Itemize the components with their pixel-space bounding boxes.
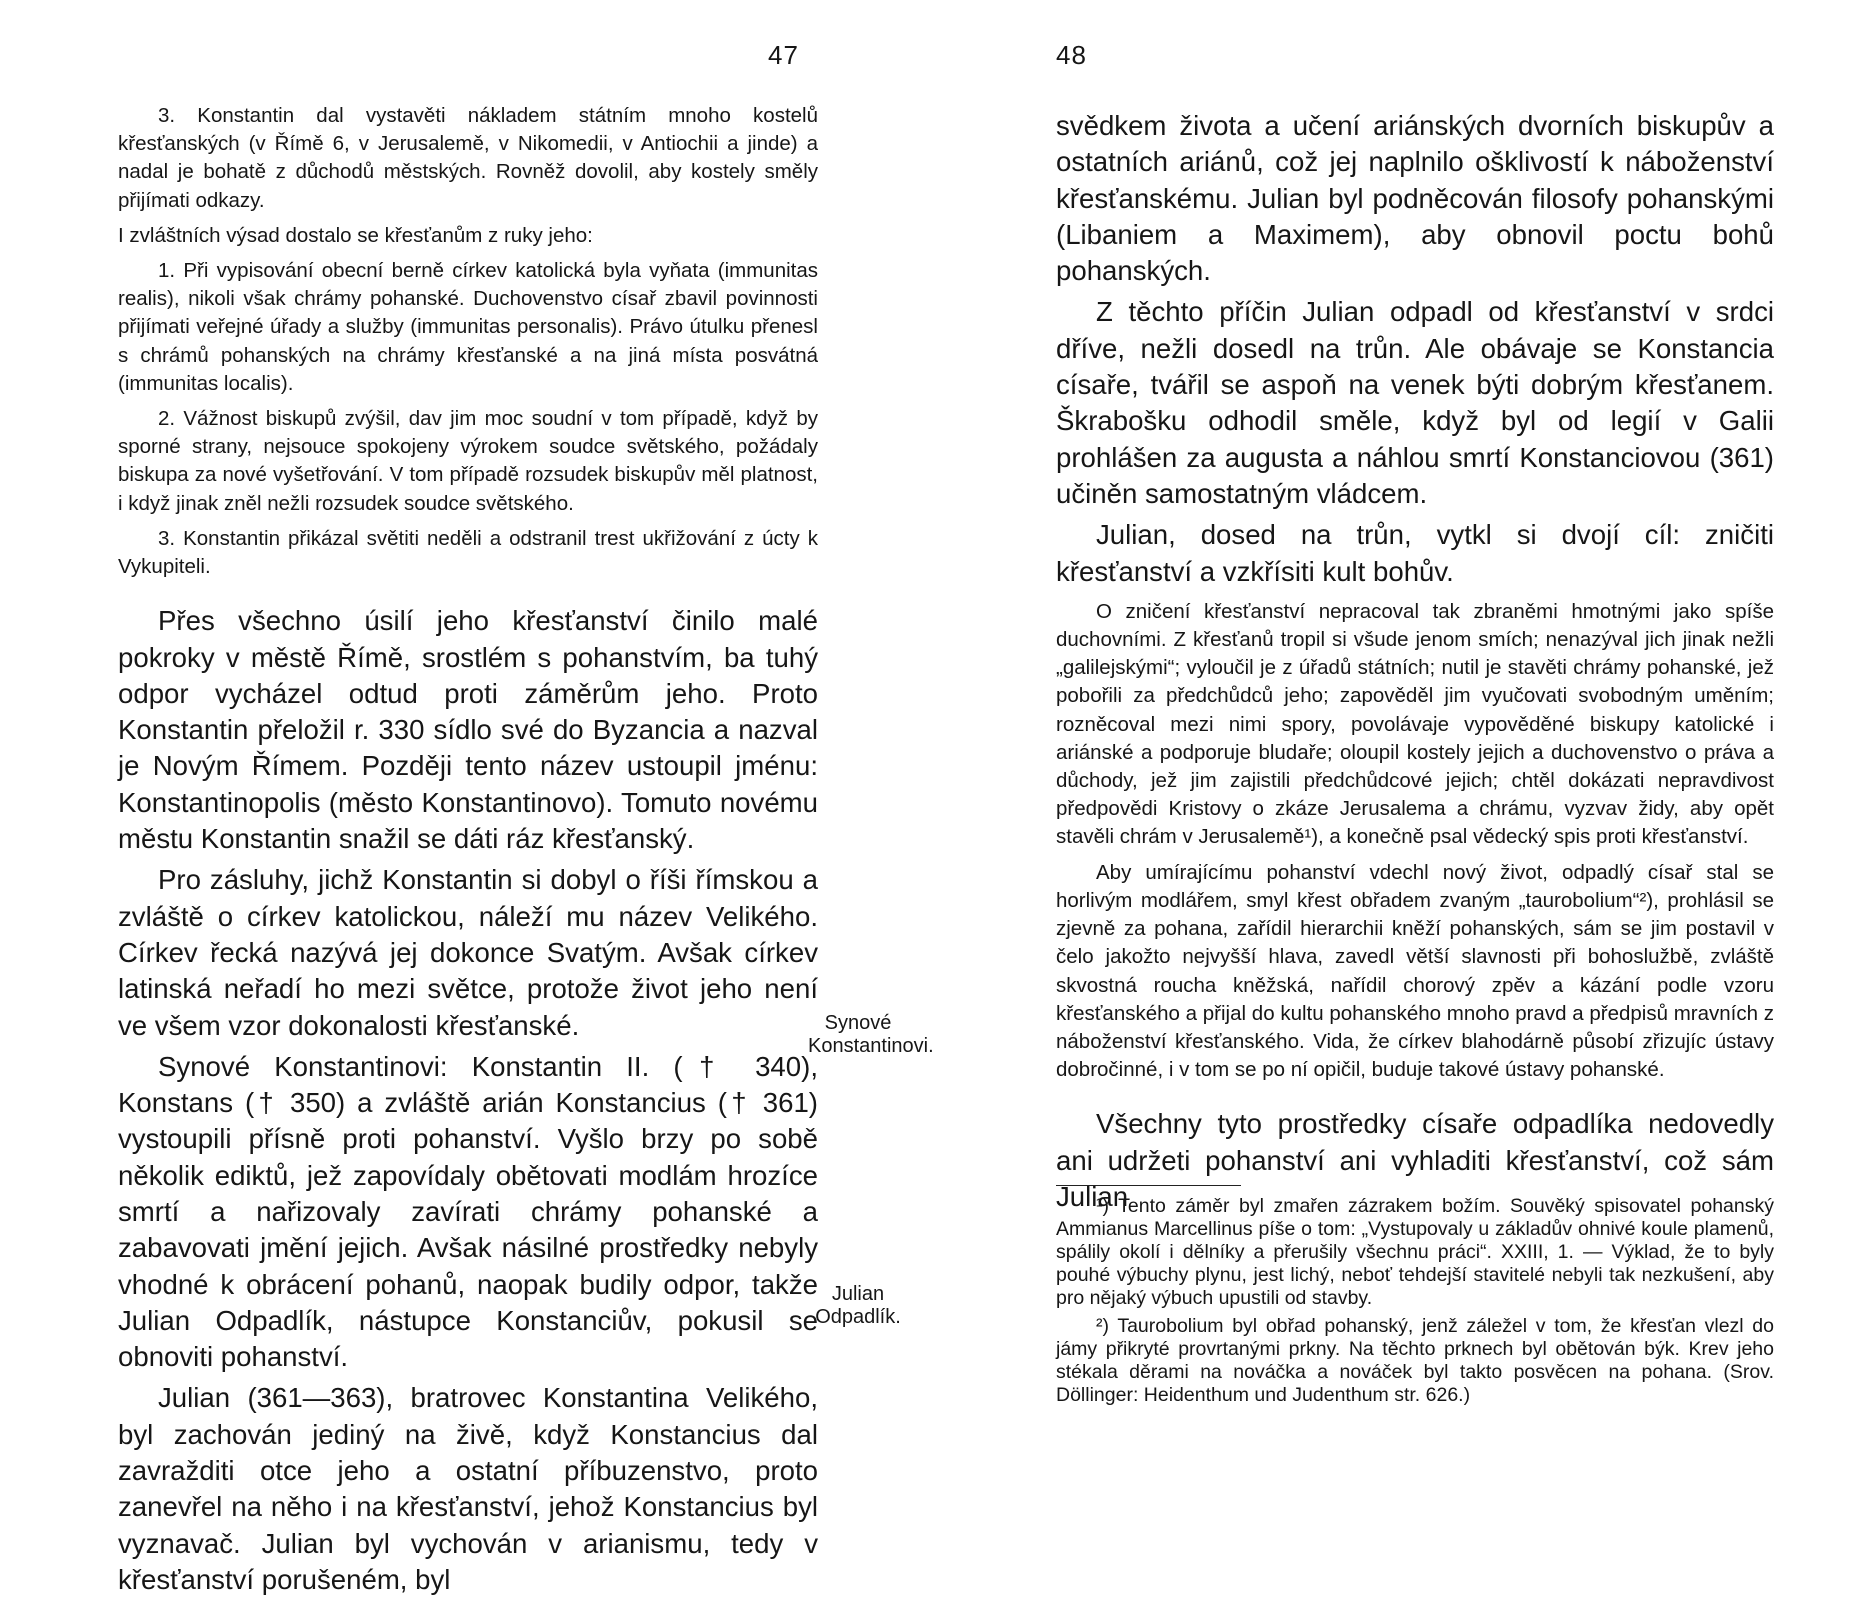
paragraph: 3. Konstantin přikázal světiti neděli a odstranil trest ukřižování z úcty k Vykupiteli.: [118, 526, 818, 579]
paragraph: Z těchto příčin Julian odpadl od křesťanství v srdci dříve, nežli dosedl na trůn. Ale obávaje se Konstancia císaře, tvářil se aspoň na venek býti dobrým křesťanem. Škrabošku odhodil směle, když byl od legií v Galii prohlášen za augusta a náhlou smrtí Konstanciovou (361) učiněn samostatným vládcem.: [1056, 296, 1774, 509]
paragraph: I zvláštních výsad dostalo se křesťanům z ruky jeho:: [118, 223, 593, 247]
paragraph: O zničení křesťanství nepracoval tak zbraněmi hmotnými jako spíše duchovními. Z křesťanů tropil si všude jenom smích; nenazýval jich jinak nežli „galilejskými“; vyloučil je z úřadů státních; nutil je stavěti chrámy pohanské, jež pobořili za předchůdců jeho; zapověděl jim vyučovati svobodným uměním; rozněcoval mezi nimi spory, povolávaje vypověděné biskupy katolické i ariánské a podporuje bludaře; oloupil kostely jejich a duchovenstvo o práva a důchody, jež jim zajistili předchůdcové jejich; chtěl dokázati nepravdivost předpovědi Kristovy o zkáze Jerusalema a chrámu, vyzvav židy, aby opět stavěli chrám v Jerusalemě¹), a konečně psal vědecký spis proti křesťanství.: [1056, 599, 1774, 849]
margin-note-synove: Synové Konstantinovi.: [808, 1012, 934, 1057]
paragraph: Všechny tyto prostředky císaře odpadlíka nedovedly ani udržeti pohanství ani vyhladiti křesťanství, což sám Julian: [1056, 1108, 1774, 1212]
paragraph: Julian (361—363), bratrovec Konstantina Velikého, byl zachován jediný na živě, když Konstancius dal zavražditi otce jeho a ostatní příbuzenstvo, proto zanevřel na něho i na křesťanství, jehož Konstancius byl vyznavač. Julian byl vychován v arianismu, tedy v křesťanství porušeném, byl: [118, 1382, 818, 1595]
paragraph: Aby umírajícímu pohanství vdechl nový život, odpadlý císař stal se horlivým modlářem, smyl křest obřadem zvaným „taurobolium“²), prohlásil se zjevně za pohana, zařídil hierarchii kněží pohanských, sám se jim postavil v čelo jakožto nejvyšší hlava, zavedl větší slavnosti při bohoslužbě, zvláště skvostná roucha kněžská, nařídil chorový zpěv a kázání podle vzoru křesťanského a přijal do kultu pohanského mnoho pravd a předpisů mravních z náboženství křesťanského. Vida, že církev blahodárně působí zřizujíc ústavy dobročinné, i v tom se po ní opičil, buduje takové ústavy pohanské.: [1056, 860, 1774, 1082]
paragraph: Synové Konstantinovi: Konstantin II. († 340), Konstans († 350) a zvláště arián Konstancius († 361) vystoupili přísně proti pohanství. Vyšlo brzy po sobě několik ediktů, jež zapovídaly obětovati modlám hrozíce smrtí a nařizovaly zavírati chrámy pohanské a zabavovati jmění jejich. Avšak násilné prostředky nebyly vhodné k obrácení pohanů, naopak budily odpor, takže Julian Odpadlík, nástupce Konstanciův, pokusil se obnoviti pohanství.: [118, 1050, 818, 1373]
footnote: ¹) Tento záměr byl zmařen zázrakem božím. Souvěký spisovatel pohanský Ammianus Marcellinus píše o tom: „Vystupovaly u základův ohnivé koule plamenů, spálily okolí i dělníky a přerušily všechnu práci“. XXIII, 1. — Výklad, že to byly pouhé výbuchy plynu, jest lichý, neboť tehdejší stavitelé nebyli tak nezkušení, aby pro nějaký výbuch upustili od stavby.: [1056, 1195, 1774, 1309]
paragraph: Přes všechno úsilí jeho křesťanství činilo malé pokroky v městě Římě, srostlém s pohanstvím, ba tuhý odpor vycházel odtud proti záměrům jeho. Proto Konstantin přeložil r. 330 sídlo své do Byzancia a nazval je Novým Římem. Později tento název ustoupil jménu: Konstantinopolis (město Konstantinovo). Tomuto novému městu Konstantin snažil se dáti ráz křesťanský.: [118, 605, 818, 855]
page-number: 47: [768, 40, 799, 70]
footnote: ²) Taurobolium byl obřad pohanský, jenž záležel v tom, že křesťan vlezl do jámy přikryté provrtanými prkny. Na těchto prknech byl obětován býk. Krev jeho stékala děrami na nováčka a nováček byl takto posvěcen na pohana. (Srov. Döllinger: Heidenthum und Judenthum str. 626.): [1056, 1315, 1774, 1406]
paragraph: Julian, dosed na trůn, vytkl si dvojí cíl: zničiti křesťanství a vzkřísiti kult bohův.: [1056, 519, 1774, 587]
paragraph: 3. Konstantin dal vystavěti nákladem státním mnoho kostelů křesťanských (v Římě 6, v Jerusalemě, v Nikomedii, v Antiochii a jinde) a nadal je bohatě z důchodů městských. Rovněž dovolil, aby kostely směly přijímati odkazy.: [118, 104, 818, 212]
paragraph: svědkem života a učení ariánských dvorních biskupův a ostatních ariánů, což jej naplnilo ošklivostí k náboženství křesťanskému. Julian byl podněcován filosofy pohanskými (Libaniem a Maximem), aby obnovil poctu bohů pohanských.: [1056, 110, 1774, 287]
paragraph: 2. Vážnost biskupů zvýšil, dav jim moc soudní v tom případě, když by sporné strany, nejsouce spokojeny výrokem soudce světského, požádaly biskupa za nové vyšetřování. V tom případě rozsudek biskupův měl platnost, i když jinak zněl nežli rozsudek soudce světského.: [118, 407, 818, 515]
left-page-text: [118, 102, 818, 1603]
page-number: 48: [1056, 40, 1087, 70]
margin-note-julian: Julian Odpadlík.: [815, 1283, 901, 1328]
footnotes: [1056, 1195, 1774, 1412]
right-page-text: [1056, 108, 1774, 1220]
paragraph: 1. Při vypisování obecní berně církev katolická byla vyňata (immunitas realis), nikoli však chrámy pohanské. Duchovenstvo císař zbavil povinnosti přijímati veřejné úřady a služby (immunitas personalis). Právo útulku přenesl s chrámů pohanských na chrámy křesťanské a na jiná místa posvátná (immunitas localis).: [118, 259, 818, 395]
paragraph: Pro zásluhy, jichž Konstantin si dobyl o říši římskou a zvláště o církev katolickou, náleží mu název Velikého. Církev řecká nazývá jej dokonce Svatým. Avšak církev latinská neřadí ho mezi světce, protože život jeho není ve všem vzor dokonalosti křesťanské.: [118, 864, 818, 1041]
right-page: [931, 0, 1862, 1500]
footnote-divider: [1056, 1185, 1241, 1186]
left-page: [0, 0, 934, 1595]
